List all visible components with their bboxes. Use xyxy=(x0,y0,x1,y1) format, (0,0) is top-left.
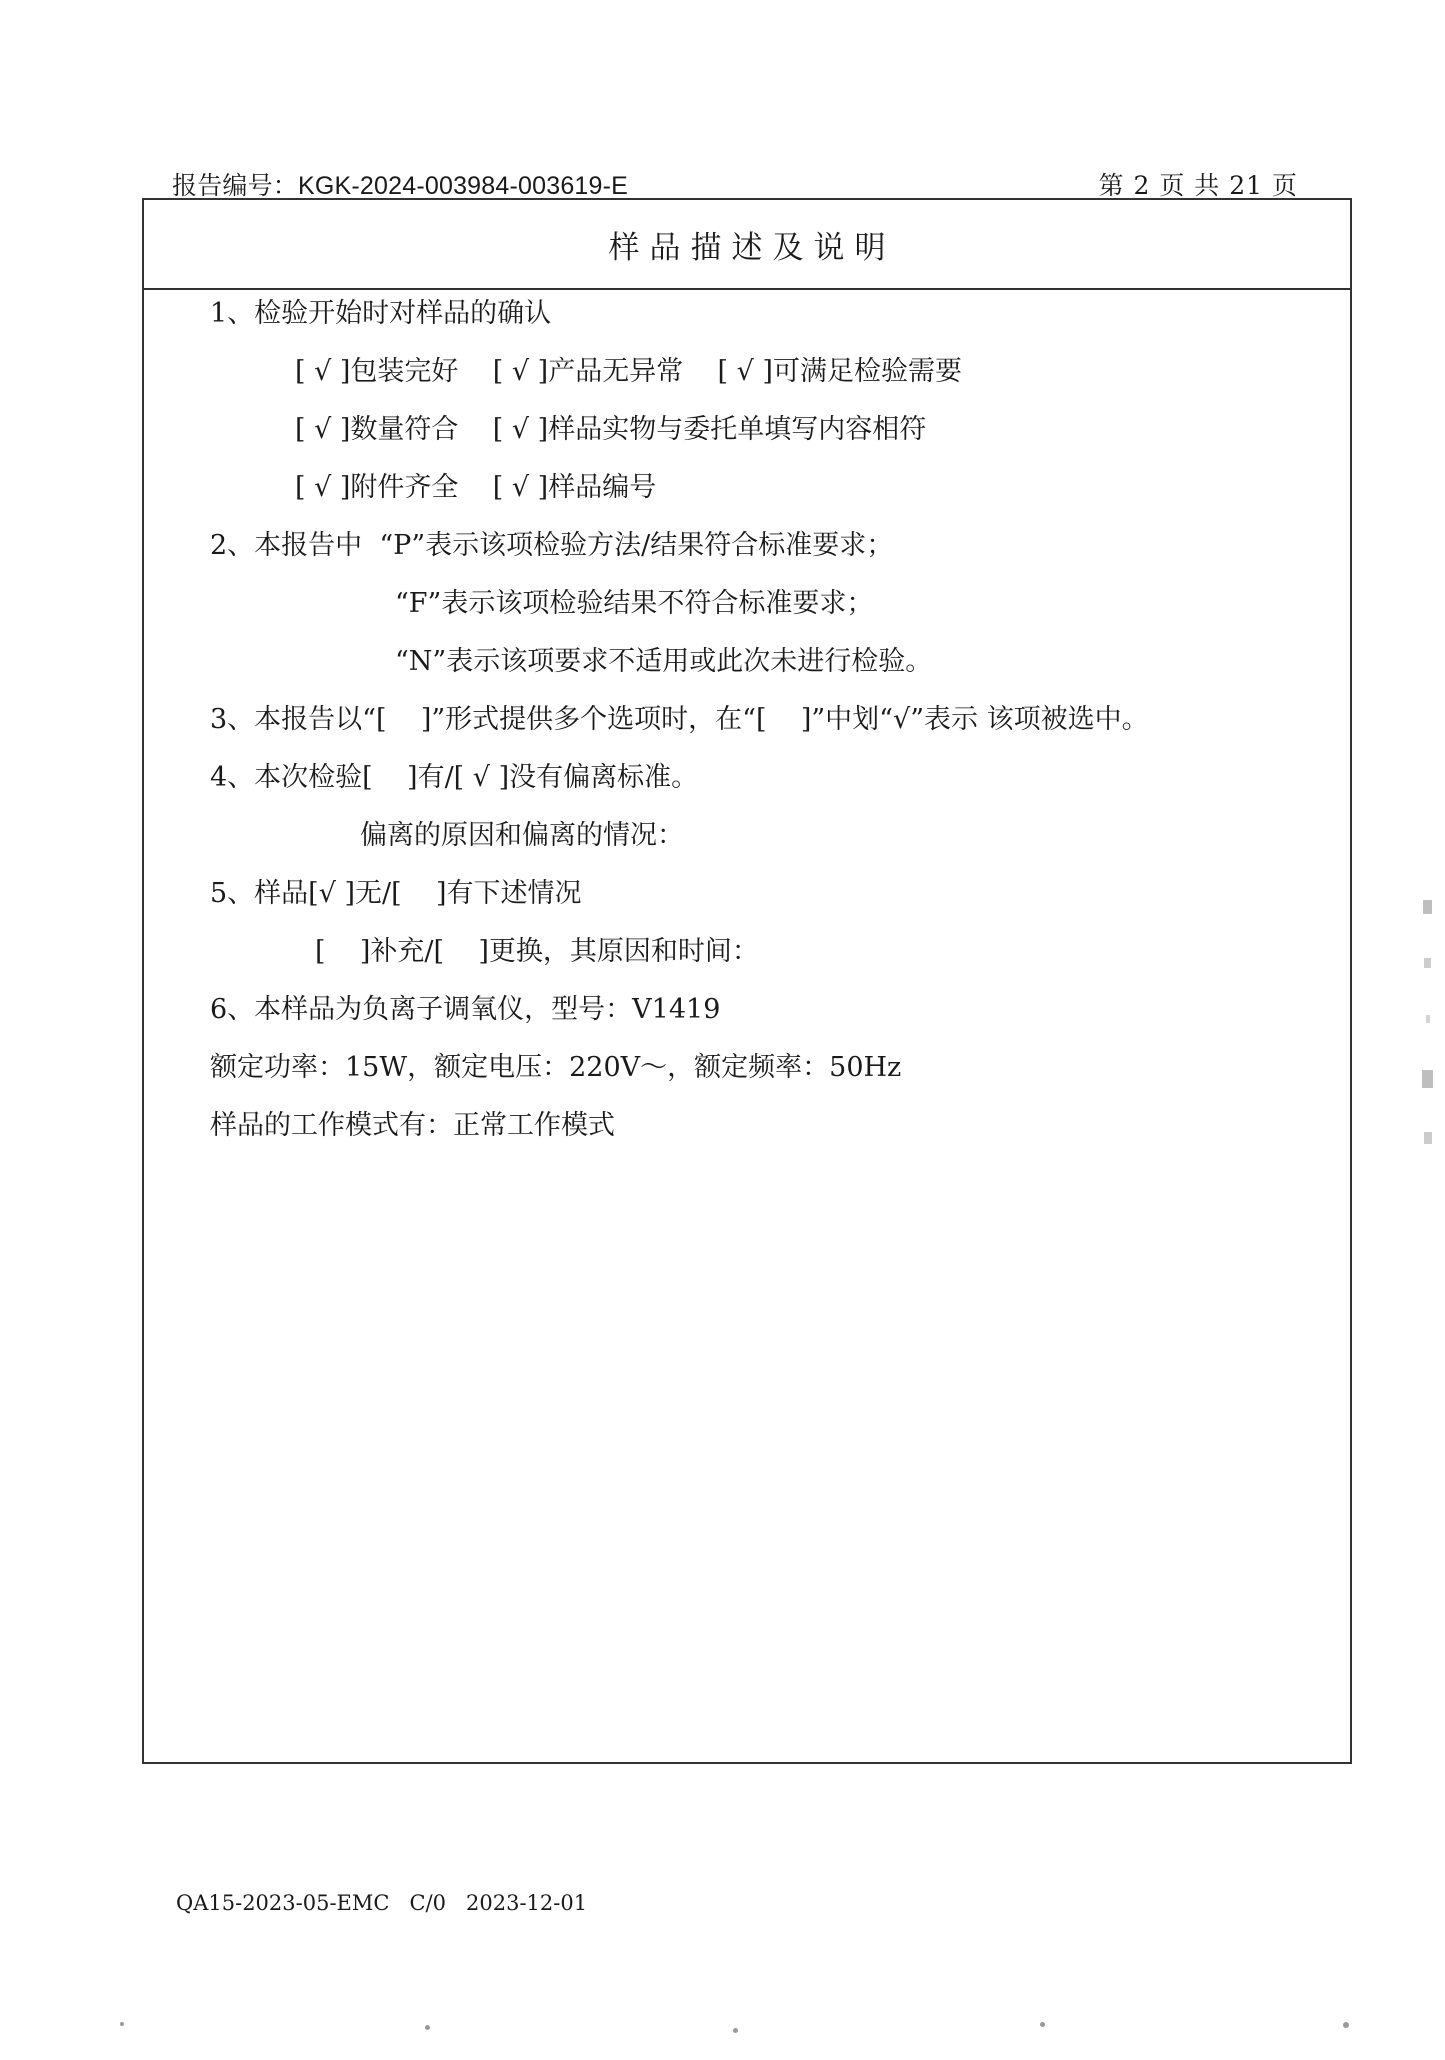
item-6-sample-model: 6、本样品为负离子调氧仪，型号：V1419 xyxy=(210,994,721,1025)
scan-speck xyxy=(1040,2022,1045,2027)
document-code: QA15-2023-05-EMC C/0 2023-12-01 xyxy=(176,1891,588,1915)
scan-speck xyxy=(120,2022,124,2026)
item-5-sample-status: 5、样品[√ ]无/[ ]有下述情况 xyxy=(210,878,582,909)
item-4-deviation: 4、本次检验[ ]有/[ √ ]没有偏离标准。 xyxy=(210,762,699,793)
item-2-n-definition: “N”表示该项要求不适用或此次未进行检验。 xyxy=(395,646,933,677)
sample-supplement-replace: [ ]补充/[ ]更换，其原因和时间： xyxy=(315,936,759,967)
scan-speck xyxy=(733,2028,738,2033)
report-number: 报告编号：KGK-2024-003984-003619-E xyxy=(172,172,629,200)
checklist-row-3: [ √ ]附件齐全 [ √ ]样品编号 xyxy=(295,472,657,503)
item-3-checkbox-note: 3、本报告以“[ ]”形式提供多个选项时，在“[ ]”中划“√”表示 该项被选中。 xyxy=(210,704,1149,735)
scan-margin-marks xyxy=(1420,900,1438,1160)
scan-speck xyxy=(425,2025,430,2030)
checklist-row-2: [ √ ]数量符合 [ √ ]样品实物与委托单填写内容相符 xyxy=(295,414,927,445)
deviation-reason: 偏离的原因和偏离的情况： xyxy=(360,820,684,851)
item-2-f-definition: “F”表示该项检验结果不符合标准要求； xyxy=(395,588,874,619)
title-row xyxy=(144,200,1350,290)
checklist-row-1: [ √ ]包装完好 [ √ ]产品无异常 [ √ ]可满足检验需要 xyxy=(295,356,962,387)
scan-speck xyxy=(1343,2022,1349,2028)
rated-specs: 额定功率：15W，额定电压：220V～，额定频率：50Hz xyxy=(210,1052,902,1083)
section-title: 样品描述及说明 xyxy=(608,229,896,266)
working-modes: 样品的工作模式有：正常工作模式 xyxy=(210,1110,615,1141)
page-info: 第 2 页 共 21 页 xyxy=(1098,171,1298,200)
item-1-heading: 1、检验开始时对样品的确认 xyxy=(210,298,552,329)
item-2-p-definition: 2、本报告中 “P”表示该项检验方法/结果符合标准要求； xyxy=(210,530,894,561)
